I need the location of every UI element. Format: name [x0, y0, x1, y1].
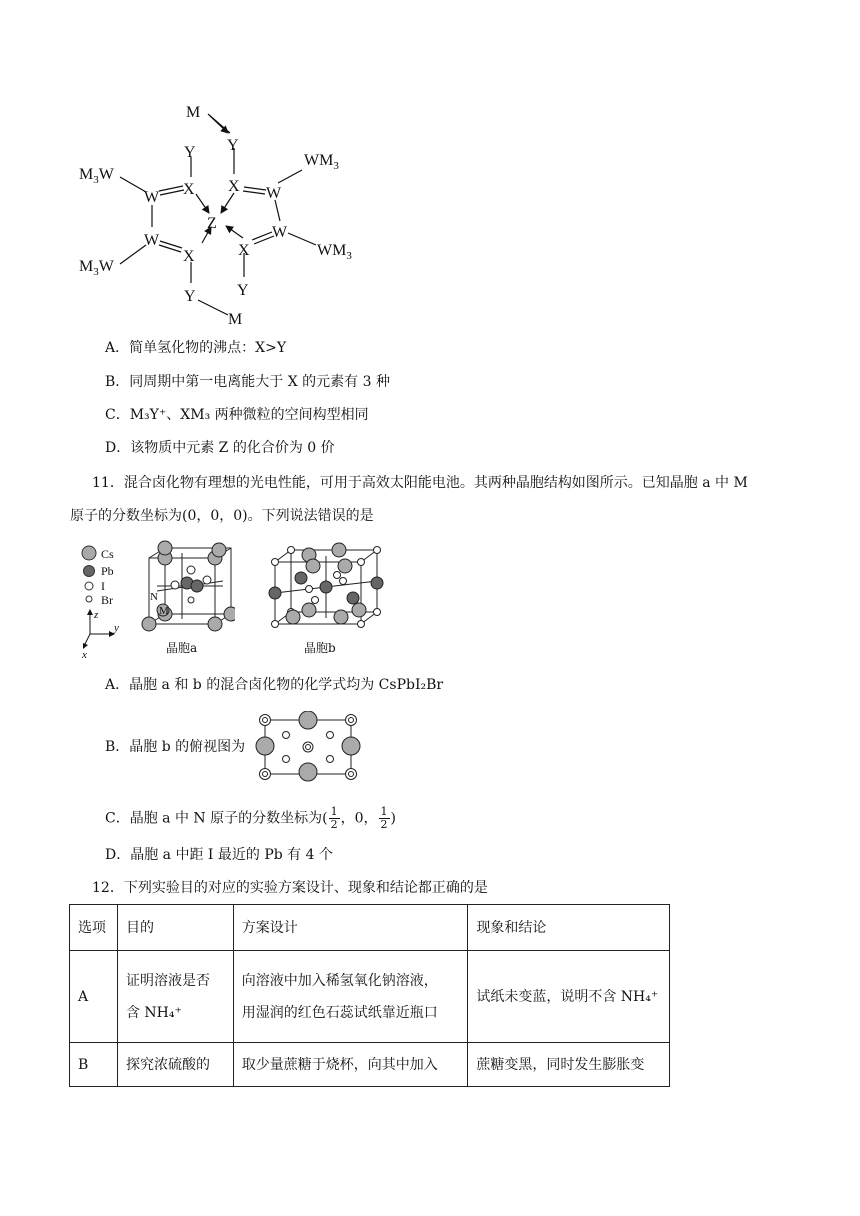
atom-label-n: N	[150, 591, 158, 603]
atom-w-top-left: W	[144, 189, 160, 206]
legend-i: I	[101, 579, 105, 593]
atom-w-bottom-left: W	[144, 232, 160, 249]
unit-cell-b	[265, 540, 385, 635]
atom-w-top-right: W	[266, 185, 282, 202]
table-header-row	[70, 905, 670, 951]
table-row	[70, 951, 670, 1043]
header-result: 现象和结论	[468, 905, 670, 951]
option-letter: B．	[105, 374, 130, 390]
option-letter: D．	[105, 440, 131, 456]
cell-purpose: 探究浓硫酸的	[117, 1043, 233, 1087]
q11-option-a: A．晶胞 a 和 b 的混合卤化物的化学式均为 CsPbI₂Br	[105, 677, 444, 693]
option-text: M₃Y⁺、XM₃ 两种微粒的空间构型相同	[129, 407, 369, 423]
cell-b-label: 晶胞b	[304, 641, 336, 655]
bond-m3w-w-top	[120, 177, 146, 192]
option-letter: A．	[105, 340, 130, 356]
atom-label-m: M	[159, 605, 169, 617]
purpose-line: 含 NH₄⁺	[125, 1004, 182, 1021]
plan-line: 向溶液中加入稀氢氧化钠溶液，	[241, 972, 438, 989]
q10-option-c	[105, 407, 369, 424]
atom-x-top-left: X	[183, 181, 195, 198]
q11-option-c	[105, 806, 396, 831]
q10-option-b	[105, 374, 390, 391]
atom-y-bottom-right: Y	[237, 282, 249, 299]
axis-z: z	[94, 609, 99, 621]
option-c-prefix: C．晶胞 a 中 N 原子的分数坐标为(	[105, 810, 328, 827]
option-text: 简单氢化物的沸点：X>Y	[129, 340, 287, 356]
cell-result: 蔗糖变黑，同时发生膨胀变	[468, 1043, 670, 1087]
cell-option: A	[70, 951, 118, 1043]
group-m3w-bottom: $M_3W$	[79, 258, 114, 278]
option-text: 同周期中第一电离能大于 X 的元素有 3 种	[129, 374, 390, 390]
axis-y: y	[114, 622, 119, 634]
fraction-half: $\frac{1}{2}$	[380, 805, 388, 831]
option-letter: C．	[105, 407, 130, 423]
option-c-suffix: )	[390, 810, 396, 827]
cell-result: 试纸未变蓝，说明不含 NH₄⁺	[468, 951, 670, 1043]
header-plan: 方案设计	[233, 905, 468, 951]
atom-x-top-right: X	[228, 178, 240, 195]
group-wm3-bottom: $WM_3$	[317, 242, 352, 262]
axes-icon	[78, 600, 128, 660]
atom-y-bottom-left: Y	[184, 288, 196, 305]
atom-x-bottom-right: X	[238, 242, 250, 259]
option-c-mid: ，0，	[340, 810, 378, 827]
legend-br: Br	[101, 593, 113, 607]
cell-option: B	[70, 1043, 118, 1087]
atom-m-top: M	[186, 104, 201, 121]
atom-w-bottom-right: W	[272, 224, 288, 241]
atom-x-bottom-left: X	[183, 248, 195, 265]
table-row	[70, 1043, 670, 1087]
q11-stem-line1: 11．混合卤化物有理想的光电性能，可用于高效太阳能电池。其两种晶胞结构如图所示。已知晶胞 a 中 M	[92, 475, 748, 491]
q11-option-b: B．晶胞 b 的俯视图为	[105, 739, 246, 755]
cell-purpose	[117, 951, 233, 1043]
q12-stem: 12．下列实验目的对应的实验方案设计、现象和结论都正确的是	[92, 880, 488, 896]
header-purpose: 目的	[117, 905, 233, 951]
cell-a-label: 晶胞a	[166, 641, 198, 655]
atom-y-top-left: Y	[184, 144, 196, 161]
fraction-half: $\frac{1}{2}$	[330, 805, 338, 831]
q11-stem-line2: 原子的分数坐标为(0，0，0)。下列说法错误的是	[70, 508, 374, 524]
legend-cs: Cs	[101, 547, 114, 561]
atom-y-top-right: Y	[227, 137, 239, 154]
q11-option-d: D．晶胞 a 中距 I 最近的 Pb 有 4 个	[105, 847, 333, 863]
q10-structure-diagram	[70, 95, 380, 335]
unit-cell-a	[135, 540, 235, 635]
experiment-table	[69, 904, 670, 1087]
group-wm3-top: $WM_3$	[304, 152, 339, 172]
axis-x: x	[82, 649, 87, 660]
legend-pb: Pb	[101, 564, 114, 578]
q10-option-d	[105, 440, 335, 457]
plan-line: 用湿润的红色石蕊试纸靠近瓶口	[241, 1004, 438, 1021]
option-text: 该物质中元素 Z 的化合价为 0 价	[130, 440, 335, 456]
q10-option-a	[105, 340, 286, 357]
group-m3w-top: $M_3W$	[79, 166, 114, 186]
cell-plan: 取少量蔗糖于烧杯，向其中加入	[233, 1043, 468, 1087]
cell-plan	[233, 951, 468, 1043]
header-option: 选项	[70, 905, 118, 951]
purpose-line: 证明溶液是否	[125, 972, 210, 989]
top-view-figure	[254, 711, 364, 783]
atom-m-bottom: M	[228, 311, 243, 328]
atom-z-center: Z	[207, 215, 217, 232]
